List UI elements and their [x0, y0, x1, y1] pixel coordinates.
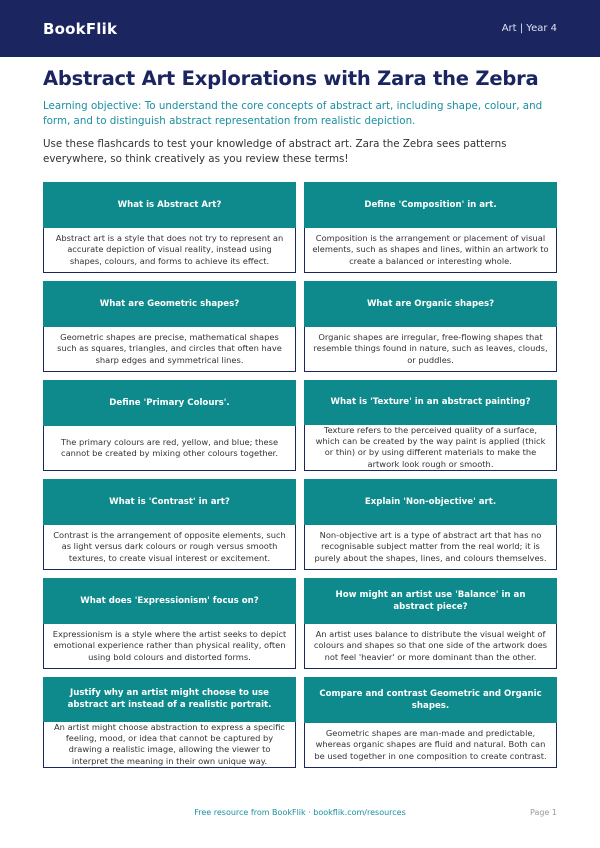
flashcard-answer: Abstract art is a style that does not try to represent an accurate depiction of visual reality, instead using shapes, colours, and forms to achieve its effect.: [43, 228, 296, 273]
flashcard-question: How might an artist use 'Balance' in an abstract piece?: [304, 578, 557, 624]
flashcard-answer: Texture refers to the perceived quality of a surface, which can be created by the way paint is applied (thick or thin) or by using different materials to make the artwork look rough or smooth.: [304, 425, 557, 471]
brand-logo[interactable]: BookFlik: [43, 19, 118, 38]
flashcard-answer: Expressionism is a style where the artist seeks to depict emotional experience rather than physical reality, often using bold colours and distorted forms.: [43, 624, 296, 669]
flashcard[interactable]: [304, 677, 557, 768]
flashcard-answer: Contrast is the arrangement of opposite elements, such as light versus dark colours or rough versus smooth textures, to create visual interest or excitement.: [43, 525, 296, 570]
flashcard-question: What is 'Texture' in an abstract painting?: [304, 380, 557, 425]
footer-link[interactable]: Free resource from BookFlik · bookflik.com/resources: [194, 808, 406, 817]
flashcard[interactable]: [304, 479, 557, 570]
flashcard[interactable]: [304, 380, 557, 471]
flashcard-grid: [43, 182, 557, 768]
flashcard-question: Explain 'Non-objective' art.: [304, 479, 557, 525]
flashcard-answer: Composition is the arrangement or placement of visual elements, such as shapes and lines, within an artwork to create a balanced or interesting whole.: [304, 228, 557, 273]
flashcard[interactable]: [304, 281, 557, 372]
flashcard-answer: Non-objective art is a type of abstract art that has no recognisable subject matter from the real world; it is purely about the shapes, lines, and colours themselves.: [304, 525, 557, 570]
flashcard[interactable]: [304, 182, 557, 273]
flashcard-answer: Geometric shapes are man-made and predictable, whereas organic shapes are fluid and natural. Both can be used together in one composition to create contrast.: [304, 723, 557, 768]
flashcard-answer: An artist uses balance to distribute the visual weight of colours and shapes so that one side of the artwork does not feel 'heavier' or more dominant than the other.: [304, 624, 557, 669]
flashcard-answer: Geometric shapes are precise, mathematical shapes such as squares, triangles, and circles that often have sharp edges and symmetrical lines.: [43, 327, 296, 372]
flashcard[interactable]: [43, 380, 296, 471]
flashcard-question: What does 'Expressionism' focus on?: [43, 578, 296, 624]
flashcard-question: What is Abstract Art?: [43, 182, 296, 228]
flashcard[interactable]: [43, 578, 296, 669]
flashcard-question: What are Geometric shapes?: [43, 281, 296, 327]
flashcard-question: Define 'Composition' in art.: [304, 182, 557, 228]
flashcard-answer: An artist might choose abstraction to express a specific feeling, mood, or idea that cannot be captured by drawing a realistic image, allowing the viewer to interpret the meaning in their own unique way.: [43, 722, 296, 768]
flashcard[interactable]: [43, 479, 296, 570]
flashcard-question: Compare and contrast Geometric and Organic shapes.: [304, 677, 557, 723]
flashcard-question: Define 'Primary Colours'.: [43, 380, 296, 426]
flashcard[interactable]: [43, 281, 296, 372]
flashcard[interactable]: [304, 578, 557, 669]
subject-tag: Art | Year 4: [501, 23, 557, 34]
flashcard-question: What is 'Contrast' in art?: [43, 479, 296, 525]
flashcard-answer: The primary colours are red, yellow, and blue; these cannot be created by mixing other colours together.: [43, 426, 296, 471]
flashcard[interactable]: [43, 677, 296, 768]
flashcard-answer: Organic shapes are irregular, free-flowing shapes that resemble things found in nature, such as leaves, clouds, or puddles.: [304, 327, 557, 372]
header-bar: [0, 0, 600, 57]
flashcard-question: What are Organic shapes?: [304, 281, 557, 327]
page-title: Abstract Art Explorations with Zara the Zebra: [43, 67, 539, 90]
flashcard-question: Justify why an artist might choose to use abstract art instead of a realistic portrait.: [43, 677, 296, 722]
page-number: Page 1: [530, 808, 557, 817]
intro-text: Use these flashcards to test your knowledge of abstract art. Zara the Zebra sees patterns everywhere, so think creatively as you review these terms!: [43, 138, 507, 165]
flashcard[interactable]: [43, 182, 296, 273]
learning-objective: Learning objective: To understand the core concepts of abstract art, including shape, colour, and form, and to distinguish abstract representation from realistic depiction.: [43, 100, 543, 127]
